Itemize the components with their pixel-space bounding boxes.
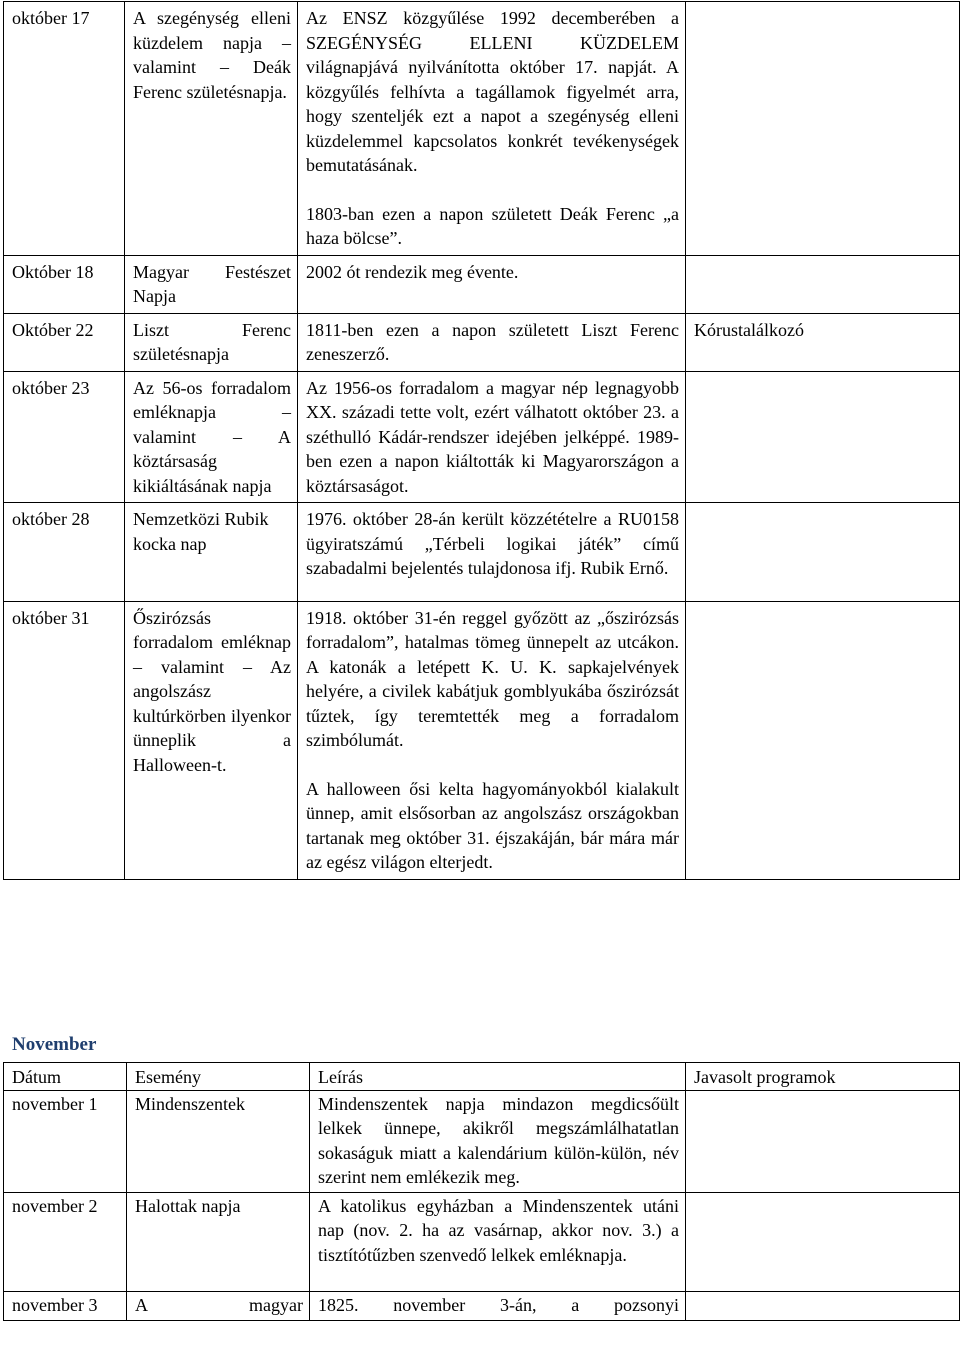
description-cell [298,255,686,313]
date-cell: október 31 [4,601,125,879]
date-cell: Október 18 [4,255,125,313]
date-cell: november 3 [4,1292,127,1321]
program-cell [686,503,960,602]
description-cell: A katolikus egyházban a Mindenszentek utáni nap (nov. 2. ha az vasárnap, akkor nov. 3.) a tisztítótűzben szenvedő lelkek emléknapja. [310,1192,686,1292]
description-cell [298,313,686,371]
description-text: A halloween ősi kelta hagyományokból kialakult ünnep, amit elsősorban az angolszász országokban tartanak meg október 31. éjszakáján, bár mára már az egész világon elterjedt. [306,778,679,872]
table-row [4,2,960,256]
event-cell: Halottak napja [127,1192,310,1292]
program-cell [686,2,960,256]
description-cell: Mindenszentek napja mindazon megdicsőült lelkek ünnepe, akikről megszámlálhatatlan sokaságuk miatt a kalendárium külön-külön, név szerint nem emlékezik meg. [310,1090,686,1192]
program-cell [686,1192,960,1292]
program-cell [686,1090,960,1192]
column-header-programs: Javasolt programok [686,1063,960,1091]
program-cell [686,371,960,503]
column-header-event: Esemény [127,1063,310,1091]
date-cell: Október 22 [4,313,125,371]
program-cell [686,601,960,879]
table-row [4,601,960,879]
table-row [4,1090,960,1192]
description-cell: 1825. november 3-án, a pozsonyi [310,1292,686,1321]
date-cell: október 28 [4,503,125,602]
column-header-description: Leírás [310,1063,686,1091]
table-row [4,503,960,602]
event-cell: Nemzetközi Rubik kocka nap [125,503,298,602]
program-cell [686,255,960,313]
date-cell: október 23 [4,371,125,503]
date-cell: november 2 [4,1192,127,1292]
description-text: Az ENSZ közgyűlése 1992 decemberében a SZEGÉNYSÉG ELLENI KÜZDELEM világnapjává nyilvánította október 17. napját. A közgyűlés felhívta a tagállamok figyelmét arra, hogy szenteljék ezt a napot a szegénység elleni küzdelemmel kapcsolatos konkrét tevékenységek bemutatásának. [306,8,679,175]
description-cell [298,371,686,503]
table-header-row [4,1063,960,1091]
column-header-date: Dátum [4,1063,127,1091]
description-cell [298,503,686,602]
description-text: Az 1956-os forradalom a magyar nép legnagyobb XX. századi tette volt, ezért válhatott október 23. a széthulló Kádár-rendszer idejében jelképpé. 1989-ben ezen a napon kiáltották ki Magyarországon a köztársaságot. [306,377,679,496]
date-cell: november 1 [4,1090,127,1192]
table-row [4,255,960,313]
event-cell: A szegénység elleni küzdelem napja – valamint – Deák Ferenc születésnapja. [125,2,298,256]
table-row [4,371,960,503]
event-cell: Az 56-os forradalom emléknapja – valamint – A köztársaság kikiáltásának napja [125,371,298,503]
program-cell [686,1292,960,1321]
description-text: 1976. október 28-án került közzétételre a RU0158 ügyiratszámú „Térbeli logikai játék” című szabadalmi bejelentés tulajdonosa ifj. Rubik Ernő. [306,509,679,578]
event-cell: Magyar Festészet Napja [125,255,298,313]
event-cell: Mindenszentek [127,1090,310,1192]
description-text: 2002 ót rendezik meg évente. [306,261,519,282]
november-table [3,1062,960,1321]
event-cell: A magyar [127,1292,310,1321]
description-cell [298,2,686,256]
description-cell [298,601,686,879]
description-text: 1803-ban ezen a napon született Deák Ferenc „a haza bölcse”. [306,203,679,248]
table-row [4,1292,960,1321]
description-text: 1811-ben ezen a napon született Liszt Ferenc zeneszerző. [306,319,679,364]
event-cell: Őszirózsás forradalom emléknap – valamint – Az angolszász kultúrkörben ilyenkor ünneplik a Halloween-t. [125,601,298,879]
date-cell: október 17 [4,2,125,256]
table-row [4,313,960,371]
program-cell: Kórustalálkozó [686,313,960,371]
event-cell: Liszt Ferenc születésnapja [125,313,298,371]
table-row [4,1192,960,1292]
description-text: 1918. október 31-én reggel győzött az „őszirózsás forradalom”, hatalmas tömeg ünnepelt az utcákon. A katonák a letépett K. U. K. sapkajelvények helyére, a civilek kabátjuk gomblyukába őszirózsát tűztek, így teremtették meg a forradalom szimbólumát. [306,607,679,750]
section-title-november: November [12,1034,97,1055]
october-table [3,1,960,880]
